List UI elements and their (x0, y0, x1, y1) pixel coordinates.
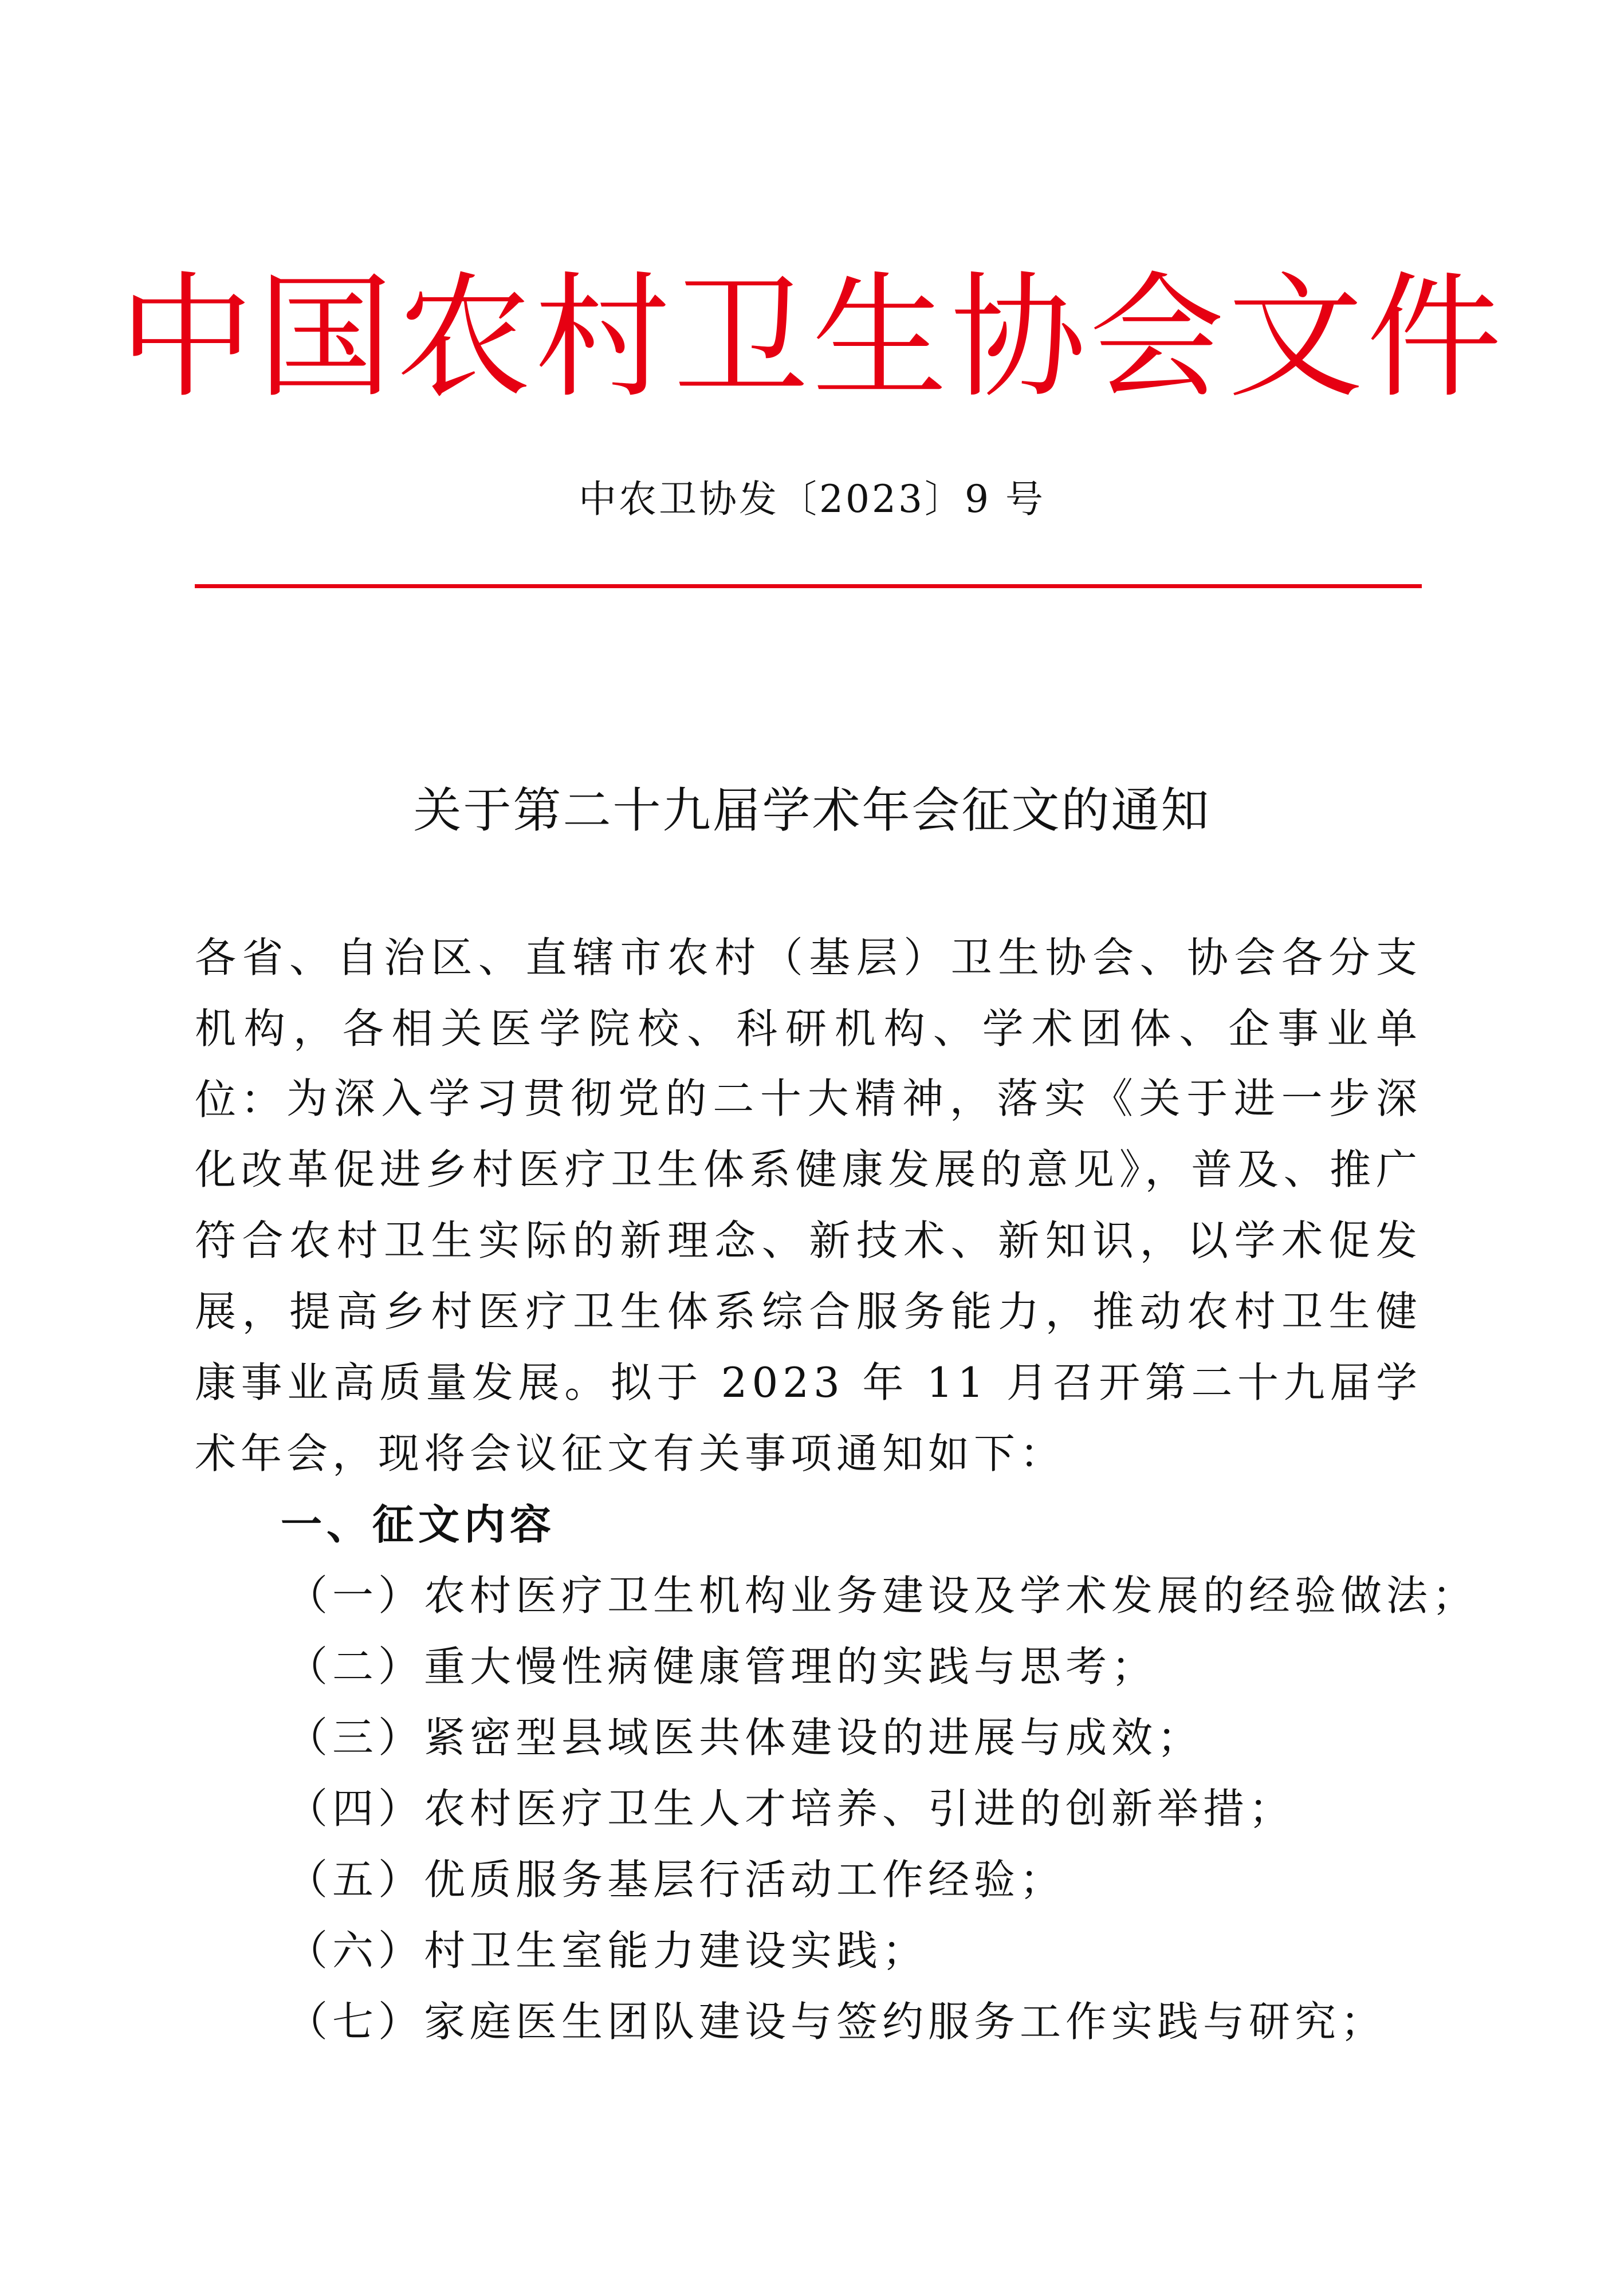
salutation-paragraph: 各省、自治区、直辖市农村（基层）卫生协会、协会各分支机构，各相关医学院校、科研机构、学术团体、企事业单位： (195, 934, 1422, 1124)
list-item: （一）农村医疗卫生机构业务建设及学术发展的经验做法； (286, 1572, 1478, 1620)
header-divider (195, 584, 1422, 588)
list-item: （三）紧密型县域医共体建设的进展与成效； (286, 1714, 1204, 1762)
intro-paragraph: 为深入学习贯彻党的二十大精神，落实《关于进一步深化改革促进乡村医疗卫生体系健康发展的意见》，普及、推广符合农村卫生实际的新理念、新技术、新知识，以学术促发展，提高乡村医疗卫生体系综合服务能力，推动农村卫生健康事业高质量发展。拟于 2023 年 11 月召开第二十九届学术年会，现将会议征文有关事项通知如下： (195, 1074, 1422, 1478)
notice-title: 关于第二十九届学术年会征文的通知 (413, 782, 1211, 838)
list-item: （五）优质服务基层行活动工作经验； (286, 1856, 1066, 1904)
list-item: （六）村卫生室能力建设实践； (286, 1927, 929, 1975)
section-heading: 一、征文内容 (281, 1500, 556, 1549)
topic-list (286, 1560, 1478, 2057)
list-item: （七）家庭医生团队建设与签约服务工作实践与研究； (286, 1998, 1387, 2046)
list-item: （二）重大慢性病健康管理的实践与思考； (286, 1643, 1158, 1691)
list-item: （四）农村医疗卫生人才培养、引进的创新举措； (286, 1785, 1295, 1833)
document-header-title: 中国农村卫生协会文件 (119, 259, 1505, 416)
document-number: 中农卫协发〔2023〕9 号 (579, 477, 1045, 521)
